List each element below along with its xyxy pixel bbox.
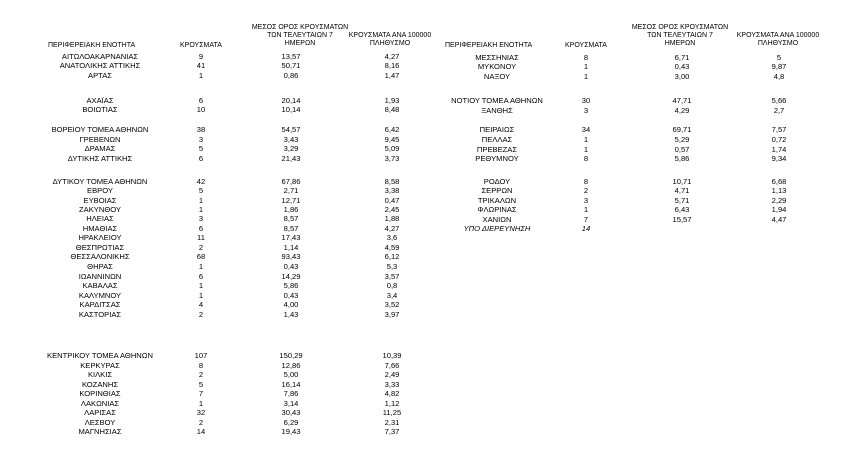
left-row-33-region: ΜΑΓΝΗΣΙΑΣ bbox=[78, 427, 122, 436]
right-row-5-avg7: 4,29 bbox=[674, 106, 690, 115]
right-row-5-cases: 3 bbox=[583, 106, 589, 115]
left-row-8-region: ΔΡΑΜΑΣ bbox=[84, 144, 116, 153]
left-header-region: ΠΕΡΙΦΕΡΕΙΑΚΗ ΕΝΟΤΗΤΑ bbox=[48, 42, 136, 49]
left-row-10-region: ΔΥΤΙΚΟΥ ΤΟΜΕΑ ΑΘΗΝΩΝ bbox=[52, 177, 148, 186]
header-avg7-line3: ΗΜΕΡΩΝ bbox=[664, 40, 696, 47]
header-per100k-line2: ΠΛΗΘΥΣΜΟ bbox=[369, 40, 411, 47]
left-row-1-cases: 9 bbox=[198, 52, 204, 61]
left-row-19-avg7: 0,43 bbox=[283, 262, 299, 271]
right-row-13-cases: 1 bbox=[583, 205, 589, 214]
right-row-6-avg7: 69,71 bbox=[672, 125, 692, 134]
left-row-10-per100k: 8,58 bbox=[384, 177, 400, 186]
header-avg7-line2: ΤΩΝ ΤΕΛΕΥΤΑΙΩΝ 7 bbox=[267, 32, 333, 39]
left-row-19-per100k: 5,3 bbox=[386, 262, 398, 271]
left-row-30-region: ΛΑΚΩΝΙΑΣ bbox=[80, 399, 120, 408]
left-row-11-per100k: 3,38 bbox=[384, 186, 400, 195]
left-row-2-avg7: 50,71 bbox=[281, 61, 301, 70]
left-row-33-per100k: 7,37 bbox=[384, 427, 400, 436]
left-row-11-avg7: 2,71 bbox=[283, 186, 299, 195]
left-row-23-per100k: 3,52 bbox=[384, 300, 400, 309]
left-row-6-per100k: 6,42 bbox=[384, 125, 400, 134]
left-row-32-per100k: 2,31 bbox=[384, 418, 400, 427]
left-row-33-avg7: 19,43 bbox=[281, 427, 301, 436]
left-row-4-region: ΑΧΑΪΑΣ bbox=[86, 96, 114, 105]
right-row-14-per100k: 4,47 bbox=[771, 215, 787, 224]
left-row-9-region: ΔΥΤΙΚΗΣ ΑΤΤΙΚΗΣ bbox=[67, 154, 133, 163]
right-row-4-region: ΝΟΤΙΟΥ ΤΟΜΕΑ ΑΘΗΝΩΝ bbox=[451, 96, 543, 105]
right-row-7-cases: 1 bbox=[583, 135, 589, 144]
left-row-21-per100k: 0,8 bbox=[386, 281, 398, 290]
right-row-5-per100k: 2,7 bbox=[773, 106, 785, 115]
left-row-25-cases: 107 bbox=[194, 351, 208, 360]
right-row-6-cases: 34 bbox=[581, 125, 591, 134]
left-row-5-per100k: 8,48 bbox=[384, 105, 400, 114]
left-row-4-cases: 6 bbox=[198, 96, 204, 105]
left-row-23-avg7: 4,00 bbox=[283, 300, 299, 309]
right-row-8-per100k: 1,74 bbox=[771, 145, 787, 154]
left-row-28-region: ΚΟΖΑΝΗΣ bbox=[81, 380, 119, 389]
left-row-7-cases: 3 bbox=[198, 135, 204, 144]
left-row-2-cases: 41 bbox=[196, 61, 206, 70]
header-avg7-line1: ΜΕΣΟΣ ΟΡΟΣ ΚΡΟΥΣΜΑΤΩΝ bbox=[631, 24, 729, 31]
right-row-3-avg7: 3,00 bbox=[674, 72, 690, 81]
right-row-15-region: ΥΠΟ ΔΙΕΡΕΥΝΗΣΗ bbox=[463, 224, 531, 233]
left-row-15-per100k: 4,27 bbox=[384, 224, 400, 233]
left-row-22-cases: 1 bbox=[198, 291, 204, 300]
left-row-7-avg7: 3,43 bbox=[283, 135, 299, 144]
left-row-11-cases: 5 bbox=[198, 186, 204, 195]
left-row-2-region: ΑΝΑΤΟΛΙΚΗΣ ΑΤΤΙΚΗΣ bbox=[59, 61, 141, 70]
right-row-9-per100k: 9,34 bbox=[771, 154, 787, 163]
right-row-12-per100k: 2,29 bbox=[771, 196, 787, 205]
right-row-11-per100k: 1,13 bbox=[771, 186, 787, 195]
left-row-30-per100k: 1,12 bbox=[384, 399, 400, 408]
header-per100k-line1: ΚΡΟΥΣΜΑΤΑ ΑΝΑ 100000 bbox=[736, 32, 820, 39]
left-row-29-region: ΚΟΡΙΝΘΙΑΣ bbox=[79, 389, 121, 398]
left-row-19-region: ΘΗΡΑΣ bbox=[87, 262, 113, 271]
right-header-region: ΠΕΡΙΦΕΡΕΙΑΚΗ ΕΝΟΤΗΤΑ bbox=[445, 42, 533, 49]
left-row-15-avg7: 8,57 bbox=[283, 224, 299, 233]
left-row-12-cases: 1 bbox=[198, 196, 204, 205]
right-row-7-per100k: 0,72 bbox=[771, 135, 787, 144]
right-row-1-cases: 8 bbox=[583, 53, 589, 62]
left-row-6-cases: 38 bbox=[196, 125, 206, 134]
header-avg7-line1: ΜΕΣΟΣ ΟΡΟΣ ΚΡΟΥΣΜΑΤΩΝ bbox=[251, 24, 349, 31]
left-row-5-cases: 10 bbox=[196, 105, 206, 114]
left-row-6-region: ΒΟΡΕΙΟΥ ΤΟΜΕΑ ΑΘΗΝΩΝ bbox=[51, 125, 149, 134]
left-row-13-cases: 1 bbox=[198, 205, 204, 214]
right-row-9-region: ΡΕΘΥΜΝΟΥ bbox=[475, 154, 519, 163]
left-row-23-region: ΚΑΡΔΙΤΣΑΣ bbox=[79, 300, 121, 309]
left-row-16-region: ΗΡΑΚΛΕΙΟΥ bbox=[78, 233, 122, 242]
left-row-26-per100k: 7,66 bbox=[384, 361, 400, 370]
left-row-29-cases: 7 bbox=[198, 389, 204, 398]
header-avg7-line3: ΗΜΕΡΩΝ bbox=[284, 40, 316, 47]
left-row-27-per100k: 2,49 bbox=[384, 370, 400, 379]
right-row-10-cases: 8 bbox=[583, 177, 589, 186]
left-row-9-avg7: 21,43 bbox=[281, 154, 301, 163]
left-row-9-per100k: 3,73 bbox=[384, 154, 400, 163]
left-row-32-cases: 2 bbox=[198, 418, 204, 427]
right-row-6-per100k: 7,57 bbox=[771, 125, 787, 134]
left-row-21-cases: 1 bbox=[198, 281, 204, 290]
left-row-25-per100k: 10,39 bbox=[382, 351, 402, 360]
left-row-29-avg7: 7,86 bbox=[283, 389, 299, 398]
left-row-20-region: ΙΩΑΝΝΙΝΩΝ bbox=[78, 272, 122, 281]
right-row-14-region: ΧΑΝΙΩΝ bbox=[482, 215, 512, 224]
left-row-31-region: ΛΑΡΙΣΑΣ bbox=[84, 408, 116, 417]
right-row-2-per100k: 9,87 bbox=[771, 62, 787, 71]
right-row-2-region: ΜΥΚΟΝΟΥ bbox=[477, 62, 517, 71]
left-row-17-avg7: 1,14 bbox=[283, 243, 299, 252]
left-row-21-avg7: 5,86 bbox=[283, 281, 299, 290]
header-per100k-line1: ΚΡΟΥΣΜΑΤΑ ΑΝΑ 100000 bbox=[348, 32, 432, 39]
right-row-5-region: ΞΑΝΘΗΣ bbox=[481, 106, 513, 115]
left-row-1-per100k: 4,27 bbox=[384, 52, 400, 61]
left-row-10-avg7: 67,86 bbox=[281, 177, 301, 186]
left-row-27-cases: 2 bbox=[198, 370, 204, 379]
left-row-13-region: ΖΑΚΥΝΘΟΥ bbox=[79, 205, 121, 214]
left-row-23-cases: 4 bbox=[198, 300, 204, 309]
right-row-10-region: ΡΟΔΟΥ bbox=[483, 177, 511, 186]
left-row-12-avg7: 12,71 bbox=[281, 196, 301, 205]
left-row-5-region: ΒΟΙΩΤΙΑΣ bbox=[82, 105, 118, 114]
right-row-8-avg7: 0,57 bbox=[674, 145, 690, 154]
left-row-28-per100k: 3,33 bbox=[384, 380, 400, 389]
left-row-17-per100k: 4,59 bbox=[384, 243, 400, 252]
left-row-27-region: ΚΙΛΚΙΣ bbox=[87, 370, 113, 379]
left-row-8-cases: 5 bbox=[198, 144, 204, 153]
left-row-3-per100k: 1,47 bbox=[384, 71, 400, 80]
left-row-28-avg7: 16,14 bbox=[281, 380, 301, 389]
left-row-32-avg7: 6,29 bbox=[283, 418, 299, 427]
left-header-cases: ΚΡΟΥΣΜΑΤΑ bbox=[180, 42, 222, 49]
left-row-17-region: ΘΕΣΠΡΩΤΙΑΣ bbox=[75, 243, 125, 252]
left-row-12-region: ΕΥΒΟΙΑΣ bbox=[83, 196, 117, 205]
right-row-15-cases: 14 bbox=[581, 224, 591, 233]
left-row-31-cases: 32 bbox=[196, 408, 206, 417]
left-row-31-avg7: 30,43 bbox=[281, 408, 301, 417]
right-header-per100k bbox=[726, 32, 830, 48]
right-row-12-avg7: 5,71 bbox=[674, 196, 690, 205]
right-row-7-region: ΠΕΛΛΑΣ bbox=[481, 135, 513, 144]
right-header-cases: ΚΡΟΥΣΜΑΤΑ bbox=[565, 42, 607, 49]
left-row-29-per100k: 4,82 bbox=[384, 389, 400, 398]
left-row-26-cases: 8 bbox=[198, 361, 204, 370]
right-row-4-cases: 30 bbox=[581, 96, 591, 105]
right-row-3-per100k: 4,8 bbox=[773, 72, 785, 81]
left-row-8-per100k: 5,09 bbox=[384, 144, 400, 153]
left-row-16-per100k: 3,6 bbox=[386, 233, 398, 242]
header-avg7-line2: ΤΩΝ ΤΕΛΕΥΤΑΙΩΝ 7 bbox=[647, 32, 713, 39]
left-row-18-avg7: 93,43 bbox=[281, 252, 301, 261]
left-row-1-avg7: 13,57 bbox=[281, 52, 301, 61]
left-row-14-cases: 3 bbox=[198, 214, 204, 223]
left-header-avg7 bbox=[250, 24, 350, 48]
right-row-9-avg7: 5,86 bbox=[674, 154, 690, 163]
left-row-32-region: ΛΕΣΒΟΥ bbox=[84, 418, 116, 427]
left-row-21-region: ΚΑΒΑΛΑΣ bbox=[82, 281, 118, 290]
header-per100k-line2: ΠΛΗΘΥΣΜΟ bbox=[757, 40, 799, 47]
left-row-18-region: ΘΕΣΣΑΛΟΝΙΚΗΣ bbox=[70, 252, 130, 261]
right-row-3-cases: 1 bbox=[583, 72, 589, 81]
left-row-22-per100k: 3,4 bbox=[386, 291, 398, 300]
left-row-13-per100k: 2,45 bbox=[384, 205, 400, 214]
left-row-3-region: ΑΡΤΑΣ bbox=[88, 71, 112, 80]
right-row-12-cases: 3 bbox=[583, 196, 589, 205]
left-row-20-avg7: 14,29 bbox=[281, 272, 301, 281]
right-row-11-avg7: 4,71 bbox=[674, 186, 690, 195]
left-row-24-per100k: 3,97 bbox=[384, 310, 400, 319]
left-row-24-region: ΚΑΣΤΟΡΙΑΣ bbox=[78, 310, 122, 319]
left-header-per100k bbox=[340, 32, 440, 48]
left-row-18-per100k: 6,12 bbox=[384, 252, 400, 261]
left-row-17-cases: 2 bbox=[198, 243, 204, 252]
right-row-7-avg7: 5,29 bbox=[674, 135, 690, 144]
right-row-13-avg7: 6,43 bbox=[674, 205, 690, 214]
left-row-7-per100k: 9,45 bbox=[384, 135, 400, 144]
right-header-avg7 bbox=[630, 24, 730, 48]
left-row-12-per100k: 0,47 bbox=[384, 196, 400, 205]
right-row-2-cases: 1 bbox=[583, 62, 589, 71]
left-row-2-per100k: 8,16 bbox=[384, 61, 400, 70]
left-row-13-avg7: 1,86 bbox=[283, 205, 299, 214]
right-row-4-per100k: 5,66 bbox=[771, 96, 787, 105]
right-row-1-region: ΜΕΣΣΗΝΙΑΣ bbox=[475, 53, 519, 62]
left-row-20-per100k: 3,57 bbox=[384, 272, 400, 281]
left-row-1-region: ΑΙΤΩΛΟΑΚΑΡΝΑΝΙΑΣ bbox=[61, 52, 139, 61]
right-row-13-per100k: 1,94 bbox=[771, 205, 787, 214]
left-row-30-cases: 1 bbox=[198, 399, 204, 408]
left-row-16-cases: 11 bbox=[197, 233, 205, 242]
left-row-22-avg7: 0,43 bbox=[283, 291, 299, 300]
left-row-15-cases: 6 bbox=[198, 224, 204, 233]
left-row-19-cases: 1 bbox=[198, 262, 204, 271]
left-row-30-avg7: 3,14 bbox=[283, 399, 299, 408]
left-row-14-region: ΗΛΕΙΑΣ bbox=[86, 214, 114, 223]
right-row-11-region: ΣΕΡΡΩΝ bbox=[481, 186, 513, 195]
left-row-33-cases: 14 bbox=[196, 427, 206, 436]
left-row-4-per100k: 1,93 bbox=[384, 96, 400, 105]
left-row-20-cases: 6 bbox=[198, 272, 204, 281]
right-row-10-per100k: 6,68 bbox=[771, 177, 787, 186]
right-row-8-region: ΠΡΕΒΕΖΑΣ bbox=[476, 145, 518, 154]
left-row-5-avg7: 10,14 bbox=[281, 105, 301, 114]
left-row-26-region: ΚΕΡΚΥΡΑΣ bbox=[80, 361, 120, 370]
left-row-26-avg7: 12,86 bbox=[281, 361, 301, 370]
right-row-1-per100k: 5 bbox=[776, 53, 782, 62]
right-row-10-avg7: 10,71 bbox=[672, 177, 692, 186]
left-row-10-cases: 42 bbox=[196, 177, 206, 186]
left-row-14-per100k: 1,88 bbox=[384, 214, 400, 223]
right-row-3-region: ΝΑΞΟΥ bbox=[483, 72, 511, 81]
right-row-8-cases: 1 bbox=[583, 145, 589, 154]
right-row-11-cases: 2 bbox=[583, 186, 589, 195]
left-row-18-cases: 68 bbox=[196, 252, 206, 261]
left-row-31-per100k: 11,25 bbox=[382, 408, 402, 417]
left-row-14-avg7: 8,57 bbox=[283, 214, 299, 223]
right-row-2-avg7: 0,43 bbox=[674, 62, 690, 71]
left-row-24-cases: 2 bbox=[198, 310, 204, 319]
right-row-6-region: ΠΕΙΡΑΙΩΣ bbox=[479, 125, 515, 134]
left-row-15-region: ΗΜΑΘΙΑΣ bbox=[82, 224, 118, 233]
right-row-1-avg7: 6,71 bbox=[674, 53, 690, 62]
right-row-12-region: ΤΡΙΚΑΛΩΝ bbox=[477, 196, 517, 205]
right-row-9-cases: 8 bbox=[583, 154, 589, 163]
left-row-7-region: ΓΡΕΒΕΝΩΝ bbox=[79, 135, 121, 144]
right-row-13-region: ΦΛΩΡΙΝΑΣ bbox=[477, 205, 517, 214]
left-row-25-avg7: 150,29 bbox=[279, 351, 303, 360]
left-row-11-region: ΕΒΡΟΥ bbox=[87, 186, 113, 195]
left-row-6-avg7: 54,57 bbox=[281, 125, 301, 134]
right-row-14-cases: 7 bbox=[583, 215, 589, 224]
right-row-4-avg7: 47,71 bbox=[672, 96, 692, 105]
left-row-3-cases: 1 bbox=[198, 71, 204, 80]
left-row-9-cases: 6 bbox=[198, 154, 204, 163]
left-row-28-cases: 5 bbox=[198, 380, 204, 389]
left-row-16-avg7: 17,43 bbox=[281, 233, 301, 242]
left-row-25-region: ΚΕΝΤΡΙΚΟΥ ΤΟΜΕΑ ΑΘΗΝΩΝ bbox=[47, 351, 153, 360]
left-row-8-avg7: 3,29 bbox=[283, 144, 299, 153]
left-row-4-avg7: 20,14 bbox=[281, 96, 301, 105]
right-row-14-avg7: 15,57 bbox=[672, 215, 692, 224]
left-row-3-avg7: 0,86 bbox=[283, 71, 299, 80]
left-row-24-avg7: 1,43 bbox=[283, 310, 299, 319]
left-row-22-region: ΚΑΛΥΜΝΟΥ bbox=[78, 291, 122, 300]
left-row-27-avg7: 5,00 bbox=[283, 370, 299, 379]
